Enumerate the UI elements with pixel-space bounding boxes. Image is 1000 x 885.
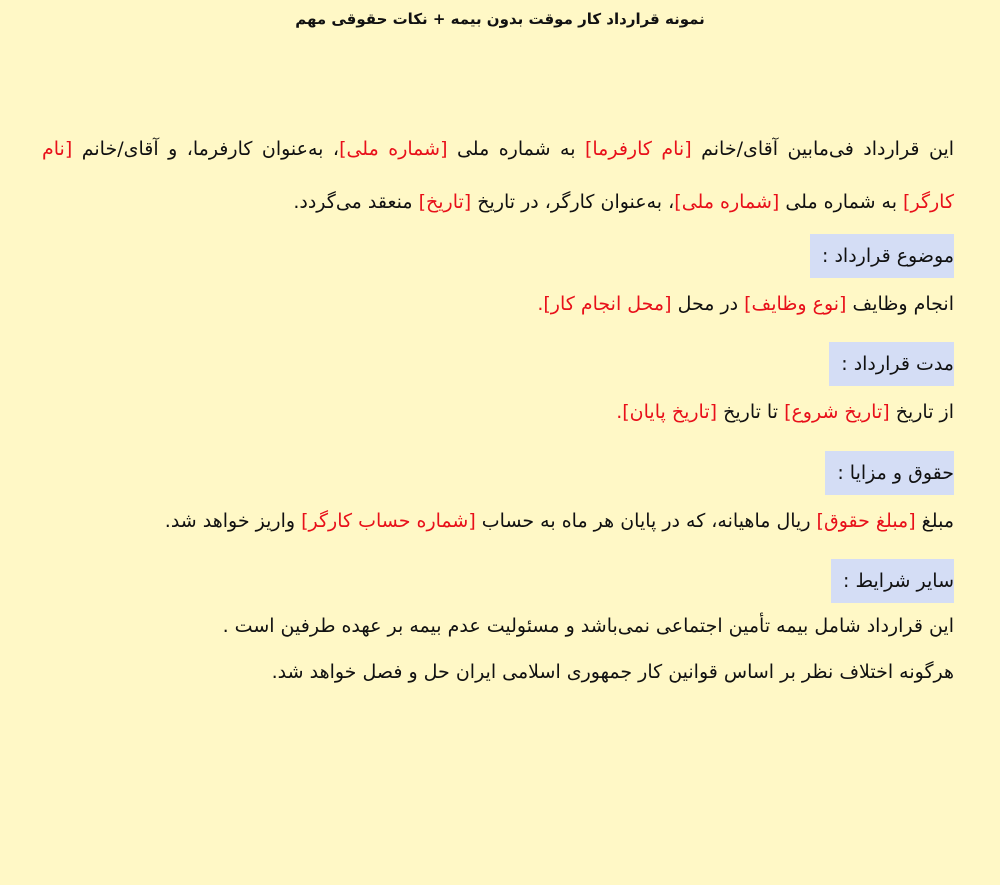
intro-paragraph [42,123,954,229]
intro-text-2: به شماره ملی [447,138,585,160]
subject-text [42,278,954,331]
location-placeholder: [محل انجام کار] [543,293,672,315]
worker-id-placeholder: [شماره ملی] [674,191,780,213]
salary-text-1: مبلغ [915,510,954,532]
duties-placeholder: [نوع وظایف] [744,293,847,315]
document-title: نمونه قرارداد کار موقت بدون بیمه + نکات حقوقی مهم [295,10,705,28]
intro-text-5: ، به‌عنوان کارگر، در تاریخ [471,191,675,213]
duration-text [42,386,954,439]
other-terms-heading: سایر شرایط : [831,559,954,603]
document-body [42,123,954,695]
intro-text-4: به شماره ملی [779,191,904,213]
account-placeholder: [شماره حساب کارگر] [301,510,476,532]
salary-section [42,451,954,495]
subject-text-2: در محل [671,293,745,315]
end-date-placeholder: [تاریخ پایان] [622,401,718,423]
employer-id-placeholder: [شماره ملی] [339,138,448,160]
other-terms-section [42,559,954,603]
intro-text-1: این قرارداد فی‌مابین آقای/خانم [691,138,955,160]
subject-heading: موضوع قرارداد : [810,234,954,278]
subject-text-3: . [537,293,544,315]
intro-text-3: ، به‌عنوان کارفرما، و آقای/خانم [72,138,340,160]
subject-section [42,234,954,278]
duration-text-3: . [616,401,623,423]
duration-section [42,342,954,386]
subject-text-1: انجام وظایف [846,293,954,315]
salary-heading: حقوق و مزایا : [825,451,954,495]
salary-text-2: ریال ماهیانه، که در پایان هر ماه به حساب [475,510,817,532]
duration-heading: مدت قرارداد : [829,342,954,386]
other-terms-line-1: این قرارداد شامل بیمه تأمین اجتماعی نمی‌باشد و مسئولیت عدم بیمه بر عهده طرفین است . [222,615,954,637]
date-placeholder: [تاریخ] [418,191,472,213]
start-date-placeholder: [تاریخ شروع] [784,401,890,423]
employer-name-placeholder: [نام کارفرما] [584,138,692,160]
duration-text-2: تا تاریخ [717,401,785,423]
salary-text-3: واریز خواهد شد. [164,510,302,532]
salary-text [42,495,954,548]
duration-text-1: از تاریخ [889,401,954,423]
intro-text-6: منعقد می‌گردد. [293,191,419,213]
other-terms-line-2: هرگونه اختلاف نظر بر اساس قوانین کار جمهوری اسلامی ایران حل و فصل خواهد شد. [271,661,954,683]
worker-name-placeholder: [نام کارگر] [42,138,954,213]
amount-placeholder: [مبلغ حقوق] [816,510,916,532]
